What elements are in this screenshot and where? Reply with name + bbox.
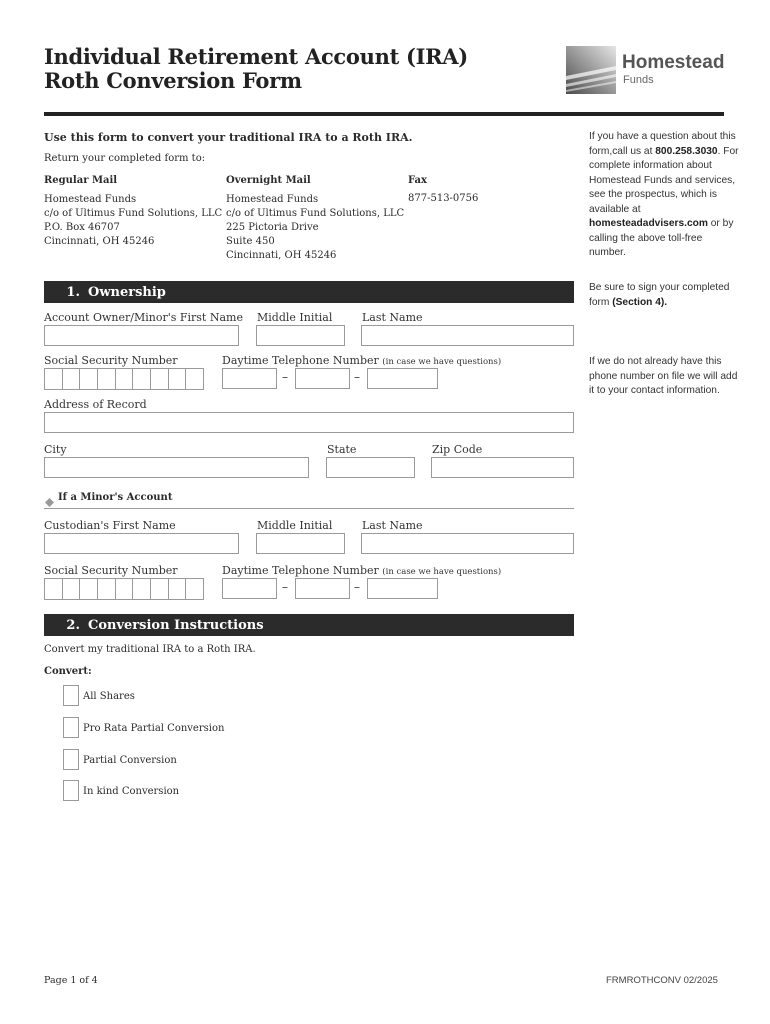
website-link[interactable]: homesteadadvisers.com [589,218,708,229]
owner-phone-line-field[interactable] [367,368,438,389]
overnight-mail-address [226,193,404,263]
section-2-header [44,614,574,636]
overnight-mail-heading: Overnight Mail [226,175,311,186]
state-label: State [327,443,357,456]
conversion-instruction: Convert my traditional IRA to a Roth IRA. [44,644,256,655]
phone-dash: – [282,370,288,384]
owner-last-name-label: Last Name [362,311,423,324]
sidebar-phone-note: If we do not already have this phone number on file we will add it to your contact information. [589,356,738,396]
custodian-last-name-label: Last Name [362,519,423,532]
fax-number: 877-513-0756 [408,193,479,204]
phone-number: 800.258.3030 [655,145,718,157]
state-field[interactable] [326,457,415,478]
address-line: Cincinnati, OH 45246 [226,250,337,261]
header-rule [44,112,724,116]
section-title: Ownership [88,284,166,300]
pro-rata-label: Pro Rata Partial Conversion [83,723,225,734]
form-title-line2: Roth Conversion Form [44,68,302,93]
contact-text: . For complete information about Homestead Funds and services, see the prospectus, which is available at [589,145,739,215]
owner-last-name-field[interactable] [361,325,574,346]
logo-name: Homestead [622,52,725,73]
convert-label: Convert: [44,666,92,677]
owner-phone-prefix-field[interactable] [295,368,350,389]
owner-ssn-label: Social Security Number [44,354,178,367]
sidebar-contact-note [589,130,739,261]
address-line: P.O. Box 46707 [44,222,120,233]
sidebar-sign-note [589,281,739,310]
zip-field[interactable] [431,457,574,478]
custodian-first-name-field[interactable] [44,533,239,554]
all-shares-label: All Shares [83,691,135,702]
contact-text: or by calling the above toll-free number. [589,218,734,258]
contact-text: If you have a question about this form,call us at [589,131,736,157]
custodian-phone-line-field[interactable] [367,578,438,599]
address-line: Homestead Funds [226,194,319,205]
phone-label-text: Daytime Telephone Number [222,354,379,367]
phone-label-note: (in case we have questions) [382,567,502,577]
section-number: 2. [66,617,80,633]
custodian-last-name-field[interactable] [361,533,574,554]
partial-conversion-checkbox[interactable] [63,749,79,770]
pro-rata-checkbox[interactable] [63,717,79,738]
section-title: Conversion Instructions [88,617,264,633]
owner-first-name-label: Account Owner/Minor's First Name [44,311,243,324]
phone-dash: – [282,580,288,594]
sign-text: Be sure to sign your completed form [589,282,730,308]
owner-middle-initial-field[interactable] [256,325,345,346]
address-line: Suite 450 [226,236,275,247]
zip-label: Zip Code [432,443,483,456]
custodian-ssn-field[interactable] [44,578,204,600]
owner-first-name-field[interactable] [44,325,239,346]
all-shares-checkbox[interactable] [63,685,79,706]
address-line: c/o of Ultimus Fund Solutions, LLC [226,208,405,219]
return-text: Return your completed form to: [44,153,206,164]
address-field[interactable] [44,412,574,433]
owner-ssn-field[interactable] [44,368,204,390]
custodian-ssn-label: Social Security Number [44,564,178,577]
address-line: Cincinnati, OH 45246 [44,236,155,247]
regular-mail-address [44,193,222,249]
phone-label-note: (in case we have questions) [382,357,502,367]
phone-label-text: Daytime Telephone Number [222,564,379,577]
city-label: City [44,443,67,456]
in-kind-label: In kind Conversion [83,786,180,797]
custodian-phone-area-field[interactable] [222,578,277,599]
intro-heading: Use this form to convert your traditional IRA to a Roth IRA. [44,131,413,144]
page-number: Page 1 of 4 [44,975,98,986]
owner-phone-label [222,354,501,367]
custodian-phone-label [222,564,501,577]
address-line: c/o of Ultimus Fund Solutions, LLC [44,208,223,219]
fax-heading: Fax [408,175,427,186]
owner-middle-initial-label: Middle Initial [257,311,333,324]
sign-section-ref: (Section 4). [612,296,668,308]
section-number: 1. [66,284,80,300]
form-code: FRMROTHCONV 02/2025 [606,975,718,986]
address-line: 225 Pictoria Drive [226,222,319,233]
custodian-middle-initial-field[interactable] [256,533,345,554]
address-line: Homestead Funds [44,194,137,205]
partial-conversion-label: Partial Conversion [83,755,177,766]
in-kind-checkbox[interactable] [63,780,79,801]
phone-dash: – [354,580,360,594]
custodian-first-name-label: Custodian's First Name [44,519,176,532]
regular-mail-heading: Regular Mail [44,175,118,186]
logo-sub: Funds [623,74,654,86]
custodian-middle-initial-label: Middle Initial [257,519,333,532]
phone-dash: – [354,370,360,384]
minor-account-heading: If a Minor's Account [58,492,173,503]
minor-divider [44,508,574,509]
section-1-header [44,281,574,303]
diamond-bullet-icon [45,492,54,501]
owner-phone-area-field[interactable] [222,368,277,389]
form-title-line1: Individual Retirement Account (IRA) [44,44,468,69]
homestead-logo-icon [566,46,616,94]
address-label: Address of Record [44,398,147,411]
city-field[interactable] [44,457,309,478]
custodian-phone-prefix-field[interactable] [295,578,350,599]
